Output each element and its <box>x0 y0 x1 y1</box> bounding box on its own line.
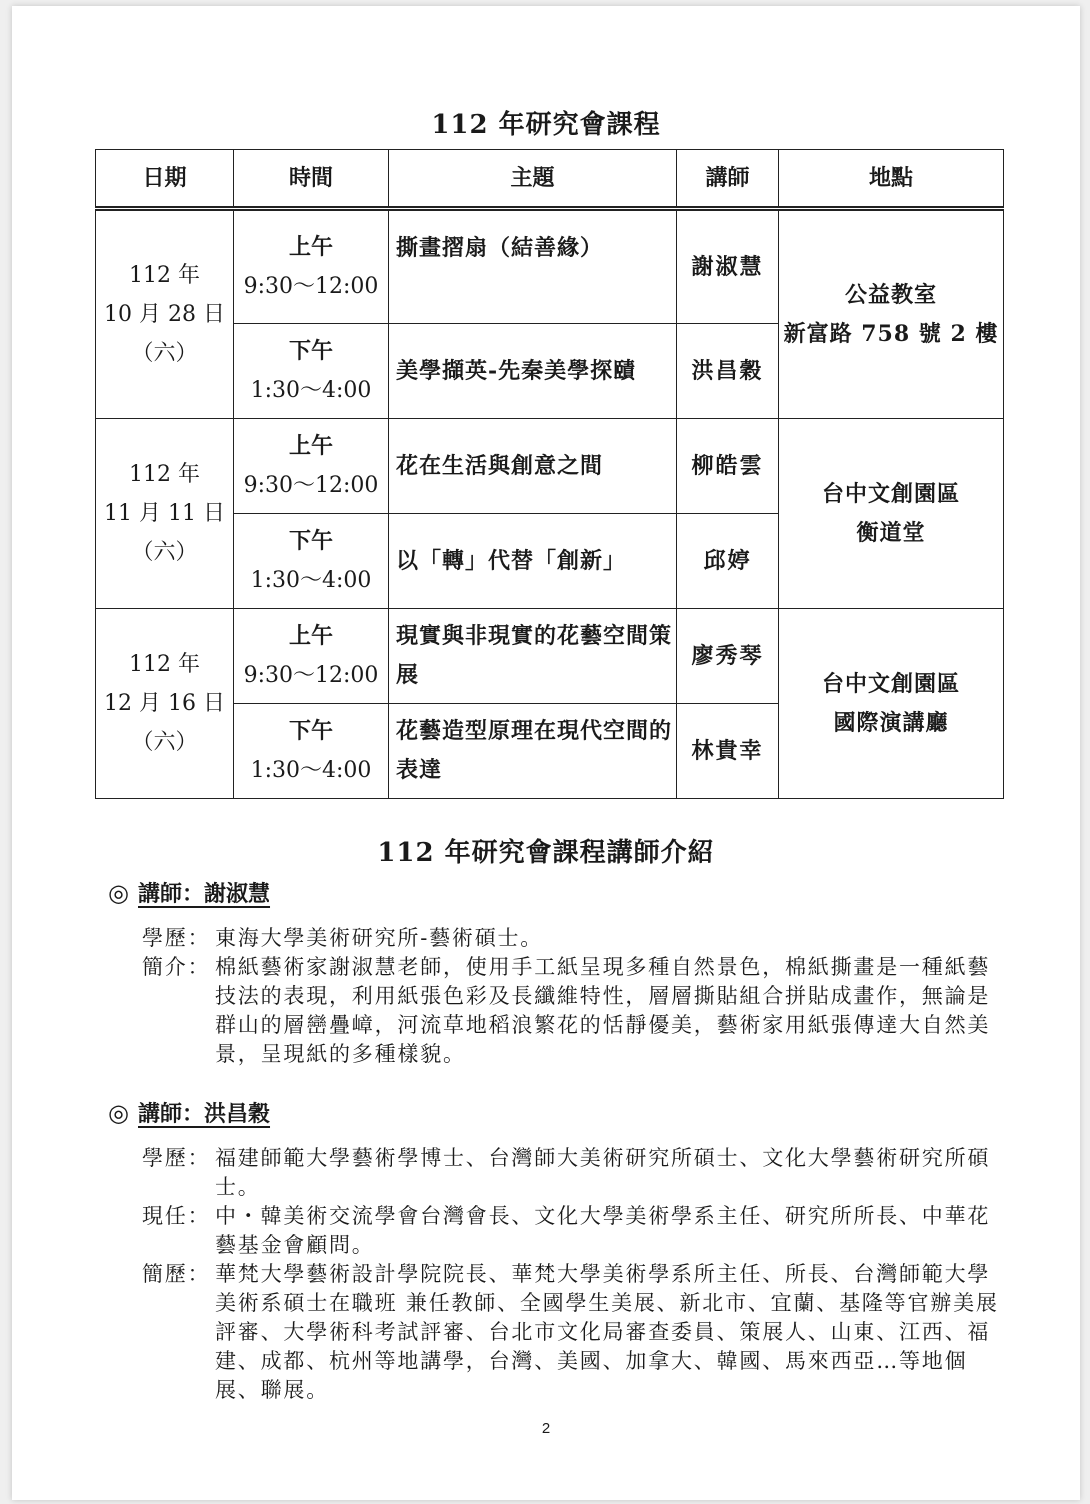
session-teacher: 洪昌穀 <box>677 324 779 419</box>
lecturer-experience: 簡歷： 華梵大學藝術設計學院院長、華梵大學美術學系所主任、所長、台灣師範大學美術系碩士在職班 兼任教師、全國學生美展、新北市、宜蘭、基隆等官辦美展評審、大學術科考試評審、台北市文化局審查委員、策展人、山東、江西、福建、成都、杭州等地講學，台灣、美國、加拿大、韓國、馬來西亞…等地個展、聯展。 <box>142 1262 999 1402</box>
header-date: 日期 <box>96 150 234 209</box>
session-teacher: 謝淑慧 <box>677 209 779 324</box>
session-topic: 以「轉」代替「創新」 <box>389 514 677 609</box>
page-number: 2 <box>541 1420 551 1437</box>
session-teacher: 林貴幸 <box>677 704 779 799</box>
lecturer-section <box>108 876 1008 1069</box>
lecturer-heading <box>108 1096 1008 1130</box>
schedule-title: 112 年研究會課程 <box>431 110 661 140</box>
lecturer-current-position: 現任： 中・韓美術交流學會台灣會長、文化大學美術學系主任、研究所所長、中華花藝基金會顧問。 <box>142 1204 991 1257</box>
header-location: 地點 <box>779 150 1004 209</box>
session-teacher: 邱婷 <box>677 514 779 609</box>
session-time: 上午 9:30～12:00 <box>234 609 389 704</box>
lecturer-heading <box>108 876 1008 910</box>
session-topic: 花藝造型原理在現代空間的表達 <box>389 704 677 799</box>
table-row <box>96 419 1004 514</box>
session-location: 公益教室 新富路 758 號 2 樓 <box>779 209 1004 419</box>
session-topic: 撕畫摺扇（結善緣） <box>389 209 677 324</box>
header-topic: 主題 <box>389 150 677 209</box>
lecturer-education: 學歷： 東海大學美術研究所-藝術碩士。 <box>142 926 544 950</box>
session-time: 上午 9:30～12:00 <box>234 419 389 514</box>
session-date: 112 年 10 月 28 日 （六） <box>96 209 234 419</box>
lecturer-education: 學歷： 福建師範大學藝術學博士、台灣師大美術研究所碩士、文化大學藝術研究所碩士。 <box>142 1146 991 1199</box>
session-topic: 美學擷英-先秦美學探賾 <box>389 324 677 419</box>
session-teacher: 廖秀琴 <box>677 609 779 704</box>
session-time: 下午 1:30～4:00 <box>234 514 389 609</box>
session-time: 下午 1:30～4:00 <box>234 324 389 419</box>
bullet-icon: ◎ <box>108 1099 129 1127</box>
session-time: 上午 9:30～12:00 <box>234 209 389 324</box>
header-teacher: 講師 <box>677 150 779 209</box>
document-page <box>12 6 1080 1500</box>
session-date: 112 年 11 月 11 日 （六） <box>96 419 234 609</box>
session-date: 112 年 12 月 16 日 （六） <box>96 609 234 799</box>
schedule-table <box>95 149 1004 799</box>
bullet-icon: ◎ <box>108 879 129 907</box>
header-time: 時間 <box>234 150 389 209</box>
lecturer-name: 講師：謝淑慧 <box>138 881 271 907</box>
lecturer-bio: 簡介： 棉紙藝術家謝淑慧老師，使用手工紙呈現多種自然景色，棉紙撕畫是一種紙藝技法的表現，利用紙張色彩及長纖維特性，層層撕貼組合拼貼成畫作，無論是群山的層巒疊嶂，河流草地稻浪繁花的恬靜優美，藝術家用紙張傳達大自然美景，呈現紙的多種樣貌。 <box>142 955 991 1066</box>
intro-title: 112 年研究會課程講師介紹 <box>377 838 715 868</box>
table-row <box>96 609 1004 704</box>
table-row <box>96 209 1004 324</box>
session-topic: 花在生活與創意之間 <box>389 419 677 514</box>
session-time: 下午 1:30～4:00 <box>234 704 389 799</box>
lecturer-section <box>108 1096 1008 1405</box>
session-location: 台中文創園區 國際演講廳 <box>779 609 1004 799</box>
table-header-row <box>96 150 1004 209</box>
session-location: 台中文創園區 衡道堂 <box>779 419 1004 609</box>
session-teacher: 柳皓雲 <box>677 419 779 514</box>
lecturer-name: 講師：洪昌穀 <box>138 1101 271 1127</box>
session-topic: 現實與非現實的花藝空間策展 <box>389 609 677 704</box>
